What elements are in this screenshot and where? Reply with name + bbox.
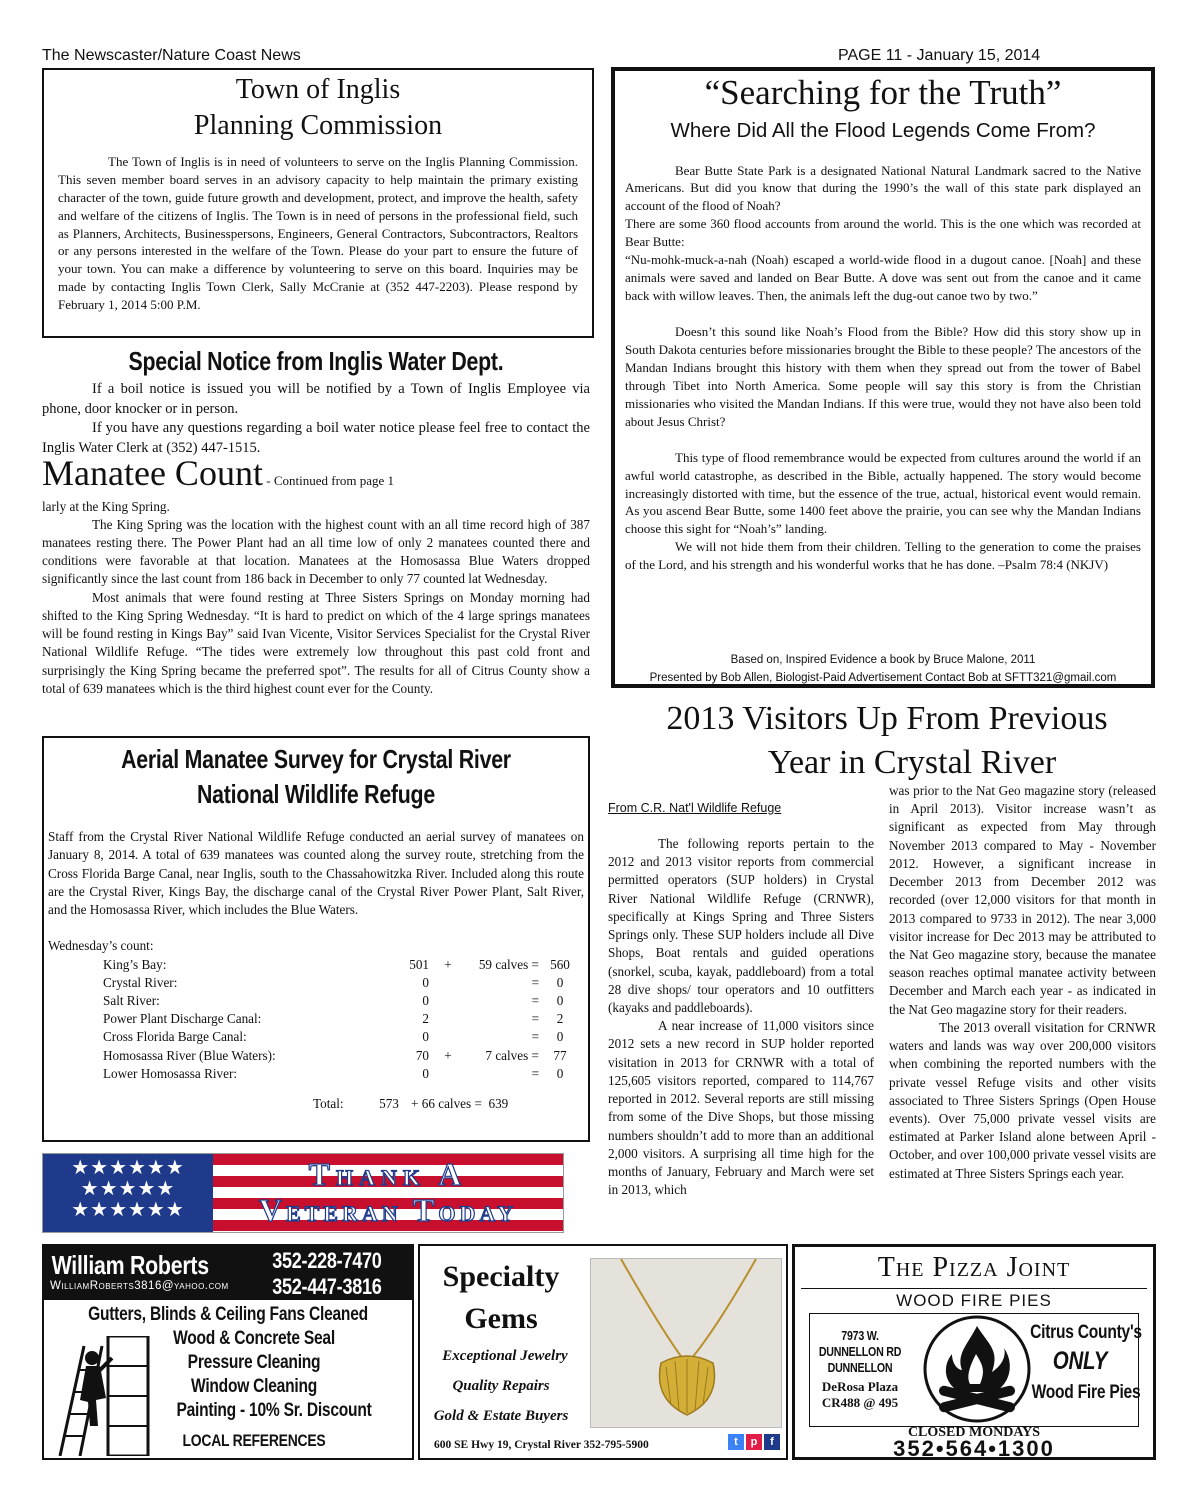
inglis-subtitle: Planning Commission (193, 110, 443, 142)
veteran-line2: Veteran Today (258, 1192, 518, 1228)
count-plus (432, 1028, 464, 1046)
truth-title: “Searching for the Truth” (704, 73, 1062, 112)
pizza-plaza-2: CR488 @ 495 (821, 1395, 899, 1410)
count-place: Power Plant Discharge Canal: (103, 1011, 262, 1027)
truth-p4: Doesn’t this sound like Noah’s Flood from the Bible? How did this story show up in South Dakota centuries before missionaries brought the Bible to these people? The ancestors of the Mandan Indians brought this history with them when they spread out from the tower of Babel through Tibet into North America. Some people will say this story is from the Christian missionaries who visited the Mandan Indians. If this were true, would they not have also been told about Jesus Christ? (625, 324, 1141, 429)
roberts-phone-2: 352-447-3816 (272, 1274, 382, 1299)
visitors-article (606, 697, 1158, 784)
count-table (100, 956, 578, 1084)
count-total: 77 (553, 1047, 567, 1063)
manatee-article (42, 454, 590, 698)
manatee-continued: - Continued from page 1 (266, 473, 395, 488)
pizza-tag-1: Citrus County's (1030, 1322, 1142, 1343)
count-calves: = (531, 1029, 539, 1045)
pizza-subtitle: WOOD FIRE PIES (801, 1288, 1147, 1312)
count-total: 560 (550, 956, 570, 972)
manatee-p0: larly at the King Spring. (42, 498, 170, 514)
count-calves: 7 calves = (485, 1047, 539, 1063)
count-plus (432, 974, 464, 992)
star-row-1: ★★★★★★ (71, 1157, 185, 1179)
visitors-col2 (889, 782, 1156, 1183)
count-n: 0 (422, 1029, 429, 1045)
pizza-phone: 352•564•1300 (893, 1436, 1055, 1461)
roberts-service-1: Wood & Concrete Seal (173, 1328, 335, 1349)
roberts-service-4: Painting - 10% Sr. Discount (176, 1400, 372, 1421)
painter-icon (50, 1336, 150, 1456)
count-place: Lower Homosassa River: (103, 1065, 238, 1081)
truth-p2: There are some 360 flood accounts from around the world. This is the one which was recorded at Bear Butte: (625, 216, 1141, 250)
aerial-survey (42, 736, 590, 1142)
star-row-3: ★★★★★★ (71, 1199, 185, 1221)
pizza-ad (792, 1244, 1156, 1460)
roberts-ad (42, 1244, 414, 1460)
total-n: 573 (379, 1096, 399, 1112)
count-plus: + (444, 1047, 452, 1063)
count-plus (432, 992, 464, 1010)
truth-p3: “Nu-mohk-muck-a-nah (Noah) escaped a world-wide flood in a dugout canoe. [Noah] and these animals were saved and landed on Bear Butte. A dove was sent out from the canoe and it came back with willow leaves. Then, the animals left the dug-out canoe two by two.” (625, 252, 1141, 304)
count-n: 70 (415, 1047, 429, 1063)
water-notice (42, 344, 590, 459)
count-n: 0 (422, 1065, 429, 1081)
roberts-service-5: LOCAL REFERENCES (182, 1431, 326, 1450)
count-place: Homosassa River (Blue Waters): (103, 1047, 276, 1063)
roberts-email: WilliamRoberts3816@yahoo.com (50, 1280, 229, 1292)
gems-line-3: Gold & Estate Buyers (433, 1408, 569, 1424)
count-calves: = (531, 1011, 539, 1027)
manatee-title: Manatee Count (42, 453, 263, 493)
count-plus (432, 1010, 464, 1028)
count-n: 0 (422, 992, 429, 1008)
count-calves: = (531, 1065, 539, 1081)
roberts-service-2: Pressure Cleaning (187, 1352, 321, 1373)
manatee-p2: Most animals that were found resting at Three Sisters Springs on Monday morning had shifted to the King Spring Wednesday. “It is hard to predict on which of the 4 large springs manatees will be found resting in Kings Bay” said Ivan Vicente, Visitor Services Specialist for the Crystal River National Wildlife Refuge. “The tides were extremely low throughout this past cold front and surprisingly the King Spring became the preferred spot”. The results for all of Citrus County show a total of 639 manatees which is the third highest count ever for the County. (42, 589, 590, 696)
manatee-p1: The King Spring was the location with the highest count with an all time record high of 387 manatees resting there. The Power Plant had an all time low of only 2 manatees counted there and conditions were favorable at that location. Manatees at the Homosassa Blue Waters dropped significantly since the last count from 186 back in December to only 77 counted lat Wednesday. (42, 516, 590, 587)
pizza-title: The Pizza Joint (877, 1252, 1071, 1283)
count-total: 0 (556, 1065, 564, 1081)
pendant-image (590, 1258, 782, 1428)
aerial-title: Aerial Manatee Survey for Crystal River National Wildlife Refuge (121, 744, 511, 810)
count-plus: + (444, 956, 452, 972)
count-row (100, 1028, 578, 1046)
inglis-body: The Town of Inglis is in need of volunteers to serve on the Inglis Planning Commission. This seven member board serves in an advisory capacity to help maintain the primary existing character of the town, guide future growth and development, protect, and improve the health, safety and welfare of the citizens of Inglis. The Town is in need of persons in the professional field, such as Planners, Architects, Businesspersons, Engineers, General Contractors, Subcontractors, Realtors or any persons interested in the welfare of the Town. Please do your part to ensure the future of your town. You can make a difference by volunteering to serve on this board. Inquiries may be made by contacting Inglis Town Clerk, Sally McCranie at (352 447-2203). Please respond by February 1, 2014 5:00 P.M. (58, 153, 578, 313)
count-place: Salt River: (103, 992, 160, 1008)
gems-title: Specialty (442, 1260, 560, 1293)
count-place: Crystal River: (103, 974, 178, 990)
inglis-title: Town of Inglis (235, 74, 401, 105)
roberts-line-1: Gutters, Blinds & Ceiling Fans Cleaned (88, 1304, 368, 1325)
visitors-source: From C.R. Nat'l Wildlife Refuge (608, 801, 782, 815)
pizza-tag-2: ONLY (1052, 1347, 1108, 1375)
pinterest-icon[interactable]: p (746, 1434, 762, 1450)
truth-p5: This type of flood remembrance would be expected from cultures around the world if an awful world catastrophe, as described in the Bible, actually happened. The story would become increasingly distorted with time, but the essence of the true, actual, historical event would remain. As you ascend Bear Butte, some 1400 feet above the prairie, you can see why the Mandan Indians choose this sight for “Noah’s” landing. (625, 449, 1141, 537)
pizza-tag-3: Wood Fire Pies (1031, 1382, 1141, 1403)
visitors-title-2: Year in Crystal River (767, 743, 1057, 781)
gems-line-2: Quality Repairs (452, 1378, 550, 1394)
twitter-icon[interactable]: t (728, 1434, 744, 1450)
pizza-addr-2: DUNNELLON RD (818, 1344, 902, 1359)
count-row (100, 1010, 578, 1028)
facebook-icon[interactable]: f (764, 1434, 780, 1450)
total-label: Total: (313, 1096, 344, 1112)
pizza-addr-3: DUNNELLON (827, 1360, 893, 1375)
truth-credit-1: Based on, Inspired Evidence a book by Bruce Malone, 2011 (730, 654, 1036, 666)
star-row-2: ★★★★★ (80, 1178, 176, 1200)
count-place: Cross Florida Barge Canal: (103, 1029, 247, 1045)
veteran-line1: Thank A (308, 1156, 468, 1192)
roberts-phone-1: 352-228-7470 (272, 1248, 382, 1273)
roberts-name: William Roberts (51, 1250, 209, 1280)
truth-credit-2: Presented by Bob Allen, Biologist-Paid Advertisement Contact Bob at SFTT321@gmail.com (649, 672, 1117, 684)
fire-icon (922, 1314, 1032, 1424)
gems-line-1: Exceptional Jewelry (442, 1348, 568, 1364)
paper-name: The Newscaster/Nature Coast News (42, 47, 301, 64)
count-place: King’s Bay: (103, 956, 167, 972)
count-plus (432, 1065, 464, 1083)
count-total: 0 (556, 974, 564, 990)
count-n: 0 (422, 974, 429, 990)
gems-title-2: Gems (464, 1302, 538, 1335)
visitors-c1p2: A near increase of 11,000 visitors since 2012 sets a new record in SUP holder reported visitation in 2013 for CRNWR with a total of 125,605 visitors reported, compared to 114,767 reported in 2012. Several reports are still missing from some of the Dive Shops, but those missing numbers shouldn’t add to more than an additional 2,000 visitors. A surprising all time high for the months of January, February and March were set in 2013, which (608, 1018, 874, 1198)
count-n: 501 (409, 956, 429, 972)
page-number: PAGE 11 - January 15, 2014 (838, 47, 1041, 64)
aerial-count-label: Wednesday’s count: (48, 938, 154, 954)
water-p2: If you have any questions regarding a boil water notice please feel free to contact the Inglis Water Clerk at (352) 447-1515. (42, 420, 590, 457)
pizza-plaza-1: DeRosa Plaza (821, 1379, 899, 1394)
truth-p1: Bear Butte State Park is a designated National Natural Landmark sacred to the Native Americans. But did you know that during the 1990’s the wall of this state park displayed an account of the flood of Noah? (625, 162, 1141, 214)
count-row (100, 1065, 578, 1083)
visitors-title: 2013 Visitors Up From Previous (666, 700, 1108, 737)
count-total: 0 (556, 992, 564, 1008)
count-n: 2 (422, 1011, 429, 1027)
count-total: 0 (556, 1029, 564, 1045)
roberts-header (44, 1246, 412, 1300)
count-row (100, 974, 578, 992)
aerial-body: Staff from the Crystal River National Wildlife Refuge conducted an aerial survey of manatees on January 8, 2014. A total of 639 manatees was counted along the survey route, stretching from the Cross Florida Barge Canal, near Inglis, south to the Chassahowitzka River. Included along this route are the Crystal River, Kings Bay, the discharge canal of the Crystal River Power Plant, Salt River, and the Homosassa River, which includes the Blue Waters. (48, 829, 584, 918)
visitors-c1p1: The following reports pertain to the 2012 and 2013 visitor reports from commercial permitted operators (SUP holders) in Crystal River National Wildlife Refuge (CRNWR), specifically at Kings Spring and Three Sisters Springs only. These SUP holders include all Dive Shops, Boat rentals and guided operations (snorkel, scuba, kayak, paddleboard) from a total 28 dive shops/ tour operators and 10 outfitters (kayaks and paddleboards). (608, 836, 874, 1015)
pizza-inner (809, 1313, 1142, 1427)
truth-subtitle: Where Did All the Flood Legends Come From? (670, 119, 1096, 143)
count-total: 2 (556, 1011, 564, 1027)
visitors-c2p2: The 2013 overall visitation for CRNWR waters and lands was way over 200,000 visitors when combining the reported numbers with the private vessel Refuge visits and other visits associated to Three Sisters Springs (Open House events). Over 75,000 private vessel visits are estimated at Parker Island alone between April - October, and over 100,000 private vessel visits are estimated at Three Sisters Springs each year. (889, 1019, 1156, 1181)
count-calves: = (531, 992, 539, 1008)
flag-canton (43, 1154, 213, 1232)
count-total (310, 1095, 511, 1113)
visitors-c2p1: was prior to the Nat Geo magazine story (released in April 2013). Visitor increase wasn’t as significant as expected from May through November 2013 compared to May - November 2012. However, a significant increase in December 2013 from December 2012 was recorded (over 12,000 visitors for that month in 2013 compared to 9733 in 2012). The near 3,000 visitor increase for Dec 2013 may be attributed to the Nat Geo magazine story, because the manatee season reaches optimal manatee activity between December and March each year - as indicated in the Nat Geo magazine story for their readers. (889, 783, 1156, 1017)
count-calves: 59 calves = (478, 956, 539, 972)
pizza-closed: CLOSED MONDAYS (907, 1425, 1041, 1440)
veteran-banner (42, 1153, 564, 1233)
truth-p6: We will not hide them from their children. Telling to the generation to come the praises of the Lord, and his strength and his wonderful works that he has done. –Psalm 78:4 (NKJV) (625, 539, 1141, 573)
pizza-addr-1: 7973 W. (841, 1328, 879, 1343)
gems-ad (418, 1244, 788, 1460)
roberts-service-3: Window Cleaning (191, 1376, 317, 1397)
truth-ad (611, 67, 1155, 688)
water-p1: If a boil notice is issued you will be notified by a Town of Inglis Employee via phone, door knocker or in person. (42, 380, 590, 417)
count-row (100, 1047, 578, 1065)
visitors-col1 (608, 835, 874, 1199)
gems-address: 600 SE Hwy 19, Crystal River 352-795-5900 (434, 1439, 649, 1451)
count-row (100, 992, 578, 1010)
total-rest: + 66 calves = 639 (411, 1096, 509, 1112)
inglis-notice (42, 68, 594, 338)
count-row (100, 956, 578, 974)
water-title: Special Notice from Inglis Water Dept. (128, 346, 504, 376)
count-calves: = (531, 974, 539, 990)
